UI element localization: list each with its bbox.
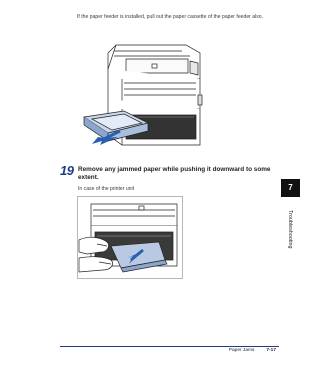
remove-jammed-paper-illustration [77,196,183,279]
step-instruction: Remove any jammed paper while pushing it downward to some extent. [78,166,271,182]
intro-paragraph: If the paper feeder is installed, pull out the paper cassette of the paper feeder also. [77,14,264,20]
step-number: 19 [60,163,74,178]
footer-section: Paper Jams [228,348,255,353]
footer-rule [60,346,279,347]
step-19 [60,165,278,183]
page-number: 7-17 [266,348,276,353]
chapter-tab[interactable]: 7 [281,179,300,197]
figure-caption: In case of the printer unit [78,186,135,192]
chapter-label: Troubleshooting [287,209,293,249]
printer-cassette-illustration [78,39,210,151]
page-footer [229,348,276,353]
